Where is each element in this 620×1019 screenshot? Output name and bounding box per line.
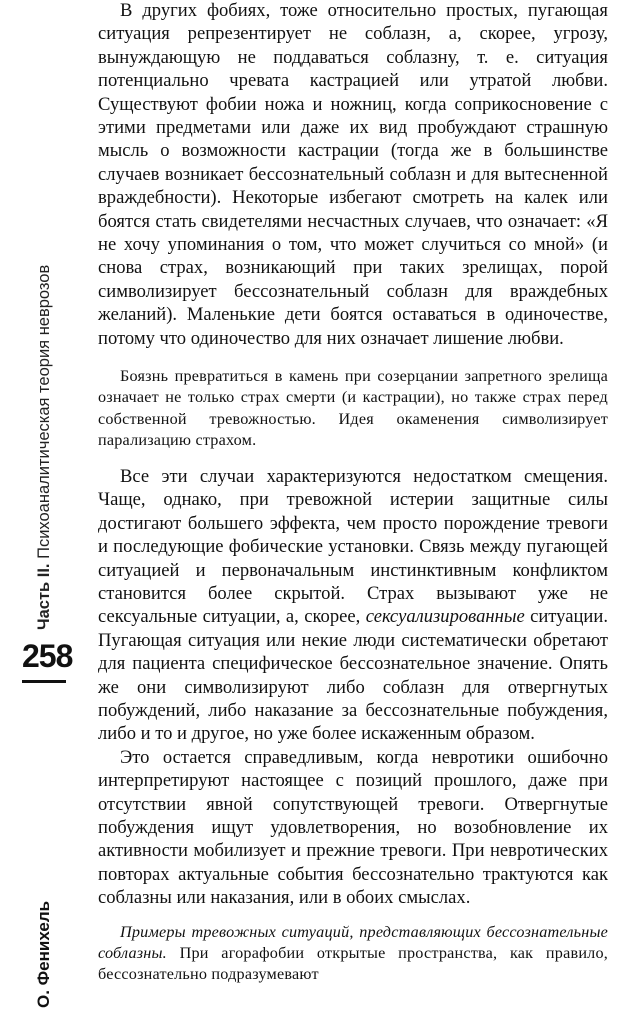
spacer [98, 910, 608, 922]
running-head-text [27, 210, 61, 630]
paragraph-2 [98, 465, 608, 746]
spacer [98, 350, 608, 366]
note-2-heading: Примеры тревожных ситуаций, представляющих бессознательные соблазны. [98, 922, 608, 962]
part-label: Часть II. [35, 563, 53, 630]
small-print-note-2 [98, 922, 608, 986]
part-title: Психоаналитическая теория неврозов [35, 264, 53, 559]
text-column [98, 0, 608, 985]
author-running-head [27, 858, 61, 1008]
running-head [27, 210, 61, 630]
paragraph-2-emphasis: сексуализированные [365, 606, 525, 628]
paragraph-1: В других фобиях, тоже относительно простых, пугающая ситуация репрезентирует не соблазн, а, скорее, угрозу, вынуждающую не поддаваться соблазну, т. е. ситуация потенциально чревата кастрацией или утратой любви. Существуют фобии ножа и ножниц, когда соприкосновение с этими предметами или даже их вид пробуждают страшную мысль о возможности кастрации (тогда же в большинстве случаев возникает бессознательный соблазн и для вытесненной враждебности). Некоторые избегают смотреть на калек или боятся стать свидетелями несчастных случаев, что означает: «Я не хочу упоминания о том, что может случиться со мной» (и снова страх, возникающий при таких зрелищах, порой символизирует бессознательный соблазн для враждебных желаний). Маленькие дети боятся оставаться в одиночестве, потому что одиночество для них означает лишение любви. [98, 0, 608, 349]
paragraph-2-start: Все эти случаи характеризуются недостатком смещения. Чаще, однако, при тревожной истерии защитные силы достигают большего эффекта, чем просто порождение тревоги и последующие фобические установки. Связь между пугающей ситуацией и первоначальным инстинктивным конфликтом становится более скрытой. Страх вызывают уже не сексуальные ситуации, а, скорее, [98, 465, 608, 628]
page-number-underline [22, 680, 66, 683]
paragraph-2-end: ситуации. Пугающая ситуация или некие люди систематически обретают для пациента специфическое бессознательное значение. Опять же они символизируют либо соблазн для отвергнутых побуждений, либо наказание за бессознательные побуждения, либо и то и другое, но уже более искаженным образом. [98, 606, 608, 745]
small-print-note: Боязнь превратиться в камень при созерцании запретного зрелища означает не только страх смерти (и кастрации), но также страх перед собственной тревожностью. Идея окаменения символизирует парализацию страхом. [98, 367, 608, 449]
spacer [98, 451, 608, 465]
paragraph-3: Это остается справедливым, когда невротики ошибочно интерпретируют настоящее с позиций прошлого, даже при отсутствии явной сопутствующей тревоги. Отвергнутые побуждения ищут удовлетворения, но возобновление их активности мобилизует и прежние тревоги. При невротических повторах актуальные события бессознательно трактуются как соблазны или наказания, или в обоих смыслах. [98, 746, 608, 909]
page-number: 258 [22, 638, 73, 674]
author-name: О. Фенихель [34, 900, 53, 1008]
note-2-text: При агорафобии открытые пространства, как правило, бессознательно подразумевают [98, 943, 608, 984]
